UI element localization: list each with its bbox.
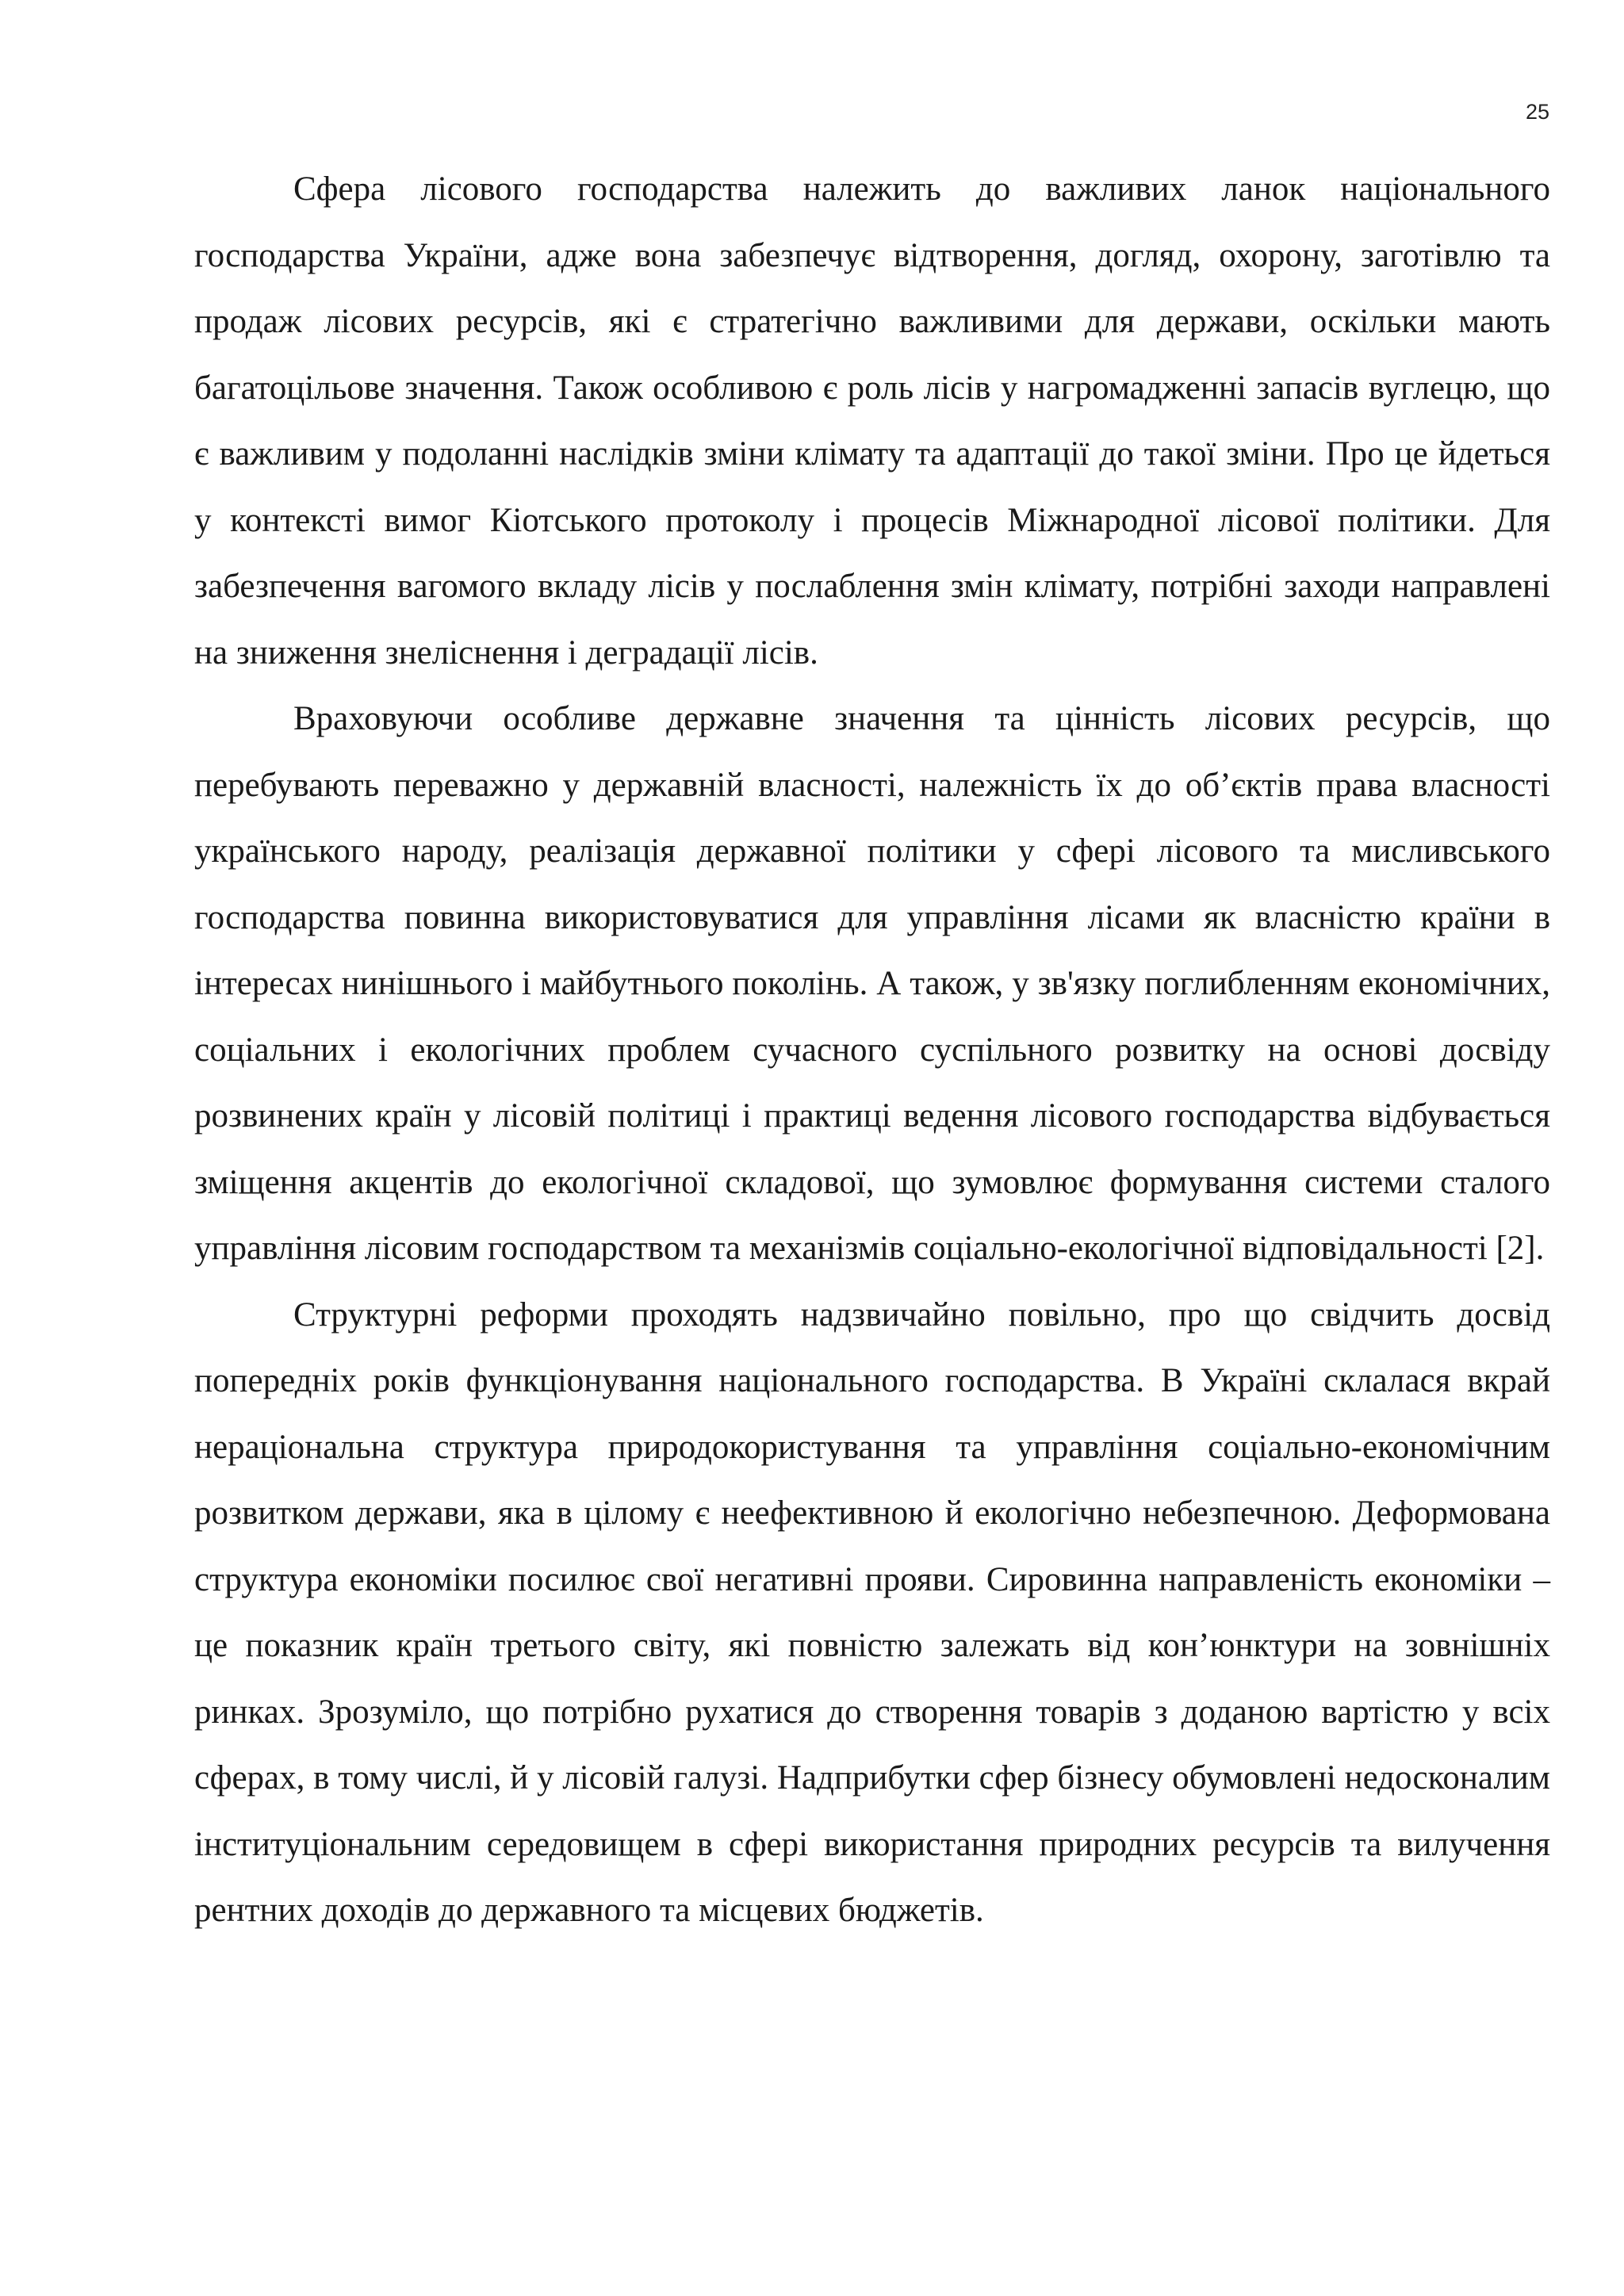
page-body	[194, 156, 1550, 1944]
paragraph-state-policy: Враховуючи особливе державне значення та цінність лісових ресурсів, що перебувають переважно у державній власності, належність їх до об’єктів права власності українського народу, реалізація державної політики у сфері лісового та мисливського господарства повинна використовуватися для управління лісами як власністю країни в інтересах нинішнього і майбутнього поколінь. А також, у зв'язку поглибленням економічних, соціальних і екологічних проблем сучасного суспільного розвитку на основі досвіду розвинених країн у лісовій політиці і практиці ведення лісового господарства відбувається зміщення акцентів до екологічної складової, що зумовлює формування системи сталого управління лісовим господарством та механізмів соціально-екологічної відповідальності [2].	[194, 700, 1550, 1267]
page-number: 25	[1525, 100, 1549, 124]
paragraph-structural-reforms: Структурні реформи проходять надзвичайно повільно, про що свідчить досвід попередніх років функціонування національного господарства. В Україні склалася вкрай нераціональна структура природокористування та управління соціально-економічним розвитком держави, яка в цілому є неефективною й екологічно небезпечною. Деформована структура економіки посилює свої негативні прояви. Сировинна направленість економіки – це показник країн третього світу, які повністю залежать від кон’юнктури на зовнішніх ринках. Зрозуміло, що потрібно рухатися до створення товарів з доданою вартістю у всіх сферах, в тому числі, й у лісовій галузі. Надприбутки сфер бізнесу обумовлені недосконалим інституціональним середовищем в сфері використання природних ресурсів та вилучення рентних доходів до державного та місцевих бюджетів.	[194, 1295, 1550, 1929]
paragraph-forestry-sector: Сфера лісового господарства належить до важливих ланок національного господарства України, адже вона забезпечує відтворення, догляд, охорону, заготівлю та продаж лісових ресурсів, які є стратегічно важливими для держави, оскільки мають багатоцільове значення. Також особливою є роль лісів у нагромадженні запасів вуглецю, що є важливим у подоланні наслідків зміни клімату та адаптації до такої зміни. Про це йдеться у контексті вимог Кіотського протоколу і процесів Міжнародної лісової політики. Для забезпечення вагомого вкладу лісів у послаблення змін клімату, потрібні заходи направлені на зниження знеліснення і деградації лісів.	[194, 170, 1550, 672]
